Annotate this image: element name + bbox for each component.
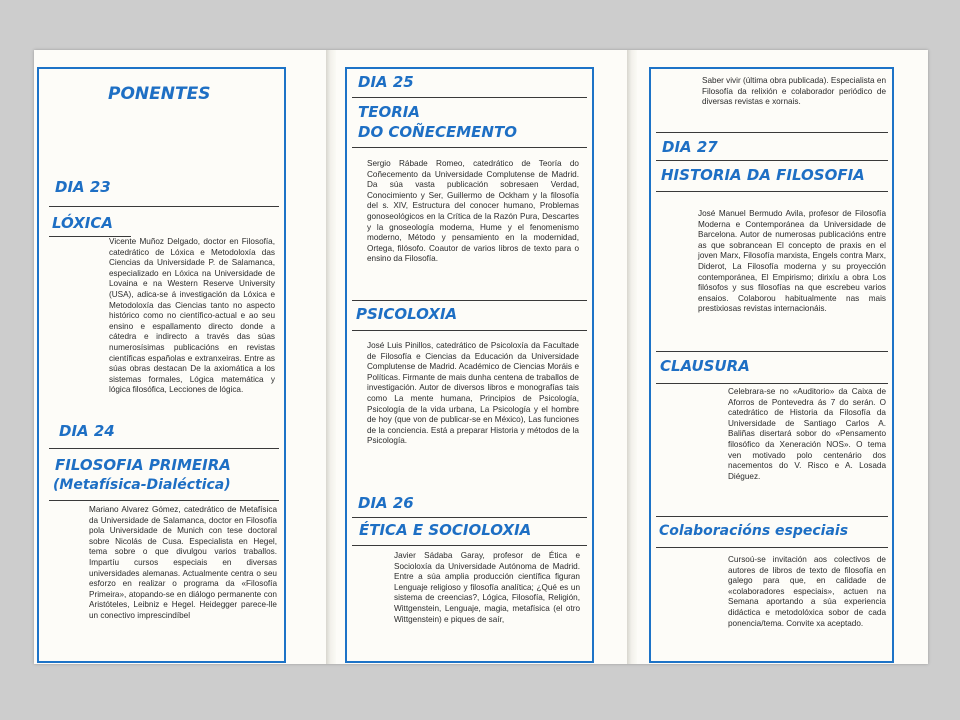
topic-filosofia-primeira: FILOSOFIA PRIMEIRA (55, 456, 231, 474)
colab-top-rule (656, 516, 888, 517)
day-25-label: DIA 25 (358, 73, 414, 91)
fold-left (326, 50, 336, 664)
topic-teoria: TEORIA (358, 103, 420, 121)
speaker-munoz-text: Vicente Muñoz Delgado, doctor en Filosofía, catedrático de Lóxica e Metodoloxía das Ciencias da Universidade P. de Salamanca, especializado en Lóxica na Universidade de Lovaina e na Western Reserve University (USA), adica-se á investigación da Lóxica e Metodoloxía das Ciencias tanto no aspecto histórico como no científico-actual e ao seu ensino e espallamento directo donde a cátedra e indirecto a través das súas numerosísimas publicacións en revistas científicas españolas e extranxeiras. Entre as súas obras destacan De la axiomática a los sistemas formales, Lógica matemática y lógica filosófica, Lecciones de lógica. (109, 237, 275, 395)
speaker-pinillos-text: José Luis Pinillos, catedrático de Psicoloxía da Facultade de Filosofía e Ciencias da Educación da Universidade Complutense de Madrid. Académico de Ciencias Moráis e Políticas. Firmante de mais dunha centena de traballos de investigación. Autor de diversos libros e monografías tais como La mente humana, Principios de Psicología, Psicología de la vida urbana, La Psicología y el hombre de hoy (que von de publicar-se en México), Las funciones de la conciencia. Está a preparar Historia y métodos de la Psicología. (367, 341, 579, 446)
day-26-rule (352, 517, 587, 518)
day-27-top-rule (656, 132, 888, 133)
fold-right (627, 50, 637, 664)
day-24-label: DIA 24 (59, 422, 115, 440)
clausura-top-rule (656, 351, 888, 352)
etica-rule (352, 545, 587, 546)
day-27-rule (656, 160, 888, 161)
topic-etica: ÉTICA E SOCIOLOXIA (359, 521, 532, 539)
day-23-rule (49, 206, 279, 207)
day-24-bottom-rule (49, 500, 279, 501)
speaker-rabade-text: Sergio Rábade Romeo, catedrático de Teoría do Coñecemento da Universidade Complutense de Madrid. Da súa vasta publicación sobresaen Verdad, Conocimiento y Ser, Guillermo de Ockham y la filosofía del s. XIV, Estructura del conocer humano, Problemas gonoseológicos en la Crítica de la Razón Pura, Descartes y la gnoseología moderna, Hume y el fenomenismo moderno, Método y pensamiento en la modernidad, Ortega, filósofo. Coautor de varios libros de texto para o ensino da Filosofía. (367, 159, 579, 264)
day-24-rule (49, 448, 279, 449)
day-25-bottom-rule (352, 147, 587, 148)
clausura-text: Celebrara-se no «Auditorio» da Caixa de Aforros de Pontevedra ás 7 do serán. O catedrático de Historia da Filosofía da Universidade de Santiago Carlos A. Baliñas disertará sobor do «Pensamento filosófico da Xeneración NOS». O tema ven motivado polo centenário dos nacementos do V. Risco e A. Losada Diéguez. (728, 387, 886, 481)
day-27-label: DIA 27 (662, 138, 718, 156)
sadaba-continued-text: Saber vivir (última obra publicada). Especialista en Filosofía da relixión e colaborador periódico de diversas revistas e xornais. (702, 76, 886, 107)
speaker-sadaba-text: Javier Sádaba Garay, profesor de Ética e Socioloxía da Universidade Autónoma de Madrid. Entre a súa amplia producción científica figuran Lenguaje religioso y filosofía analítica; ¿Qué es un sistema de creencias?, Lógica, Filosofía, Religión, Wittgenstein, Lenguaje, magia, metafísica (el otro Wittgenstein) e piques de saír, (394, 551, 580, 624)
clausura-rule (656, 383, 888, 384)
topic-metafisica: (Metafísica-Dialéctica) (53, 477, 231, 493)
brochure-sheet (34, 50, 928, 664)
day-25-rule (352, 97, 587, 98)
psicoloxia-rule (352, 330, 587, 331)
topic-colaboracions: Colaboracións especiais (659, 523, 849, 539)
topic-coñecemento: DO COÑECEMENTO (358, 123, 517, 141)
topic-historia: HISTORIA DA FILOSOFIA (661, 166, 865, 184)
historia-rule (656, 191, 888, 192)
ponentes-heading: PONENTES (108, 84, 211, 104)
colaboracions-text: Cursoú-se invitación aos colectivos de autores de libros de texto de filosofía en galego para que, en calidade de «colaboradores especiais», actuen na Semana aportando a súa experiencia didáctica e metodolóxica sobor de cada ponencia/tema. Convite xa aceptado. (728, 555, 886, 628)
colab-rule (656, 547, 888, 548)
day-26-label: DIA 26 (358, 494, 414, 512)
speaker-alvarez-text: Mariano Alvarez Gómez, catedrático de Metafísica da Universidade de Salamanca, doctor en Filosofía pola Universidade de Munich con tese doctoral sobre Nicolás de Cusa. Especialista en Hegel, tema sobre o que divulgou varios traballos. Impartíu cursos especiais en diversas universidades alemanas. Actualmente centra o seu esforzo en realizar o programa da «Filosofía Primeira», atopando-se en diálogo permanente con Aristóteles, Leibniz e Hegel. Heidegger parece-lle un conectivo imprescindíbel (89, 505, 277, 620)
day-23-label: DIA 23 (55, 178, 111, 196)
topic-psicoloxia: PSICOLOXIA (356, 305, 458, 323)
speaker-bermudo-text: José Manuel Bermudo Avila, profesor de Filosofía Moderna e Contemporánea da Universidade de Barcelona. Autor de numerosas publicacións entre as que sobrancean El concepto de praxis en el joven Marx, Filosofía marxista, Engels contra Marx, Diderot, La Filosofía moderna y su proyección contemporánea, El Empirismo; dirixíu a obra Los filósofos y sus filosofías na que escrebeu varios ensaios. Colaborou habitualmente nas mais prestixiosas revistas internacionáis. (698, 209, 886, 314)
psicoloxia-top-rule (352, 300, 587, 301)
topic-clausura: CLAUSURA (660, 357, 750, 375)
topic-loxica: LÓXICA (52, 214, 114, 232)
